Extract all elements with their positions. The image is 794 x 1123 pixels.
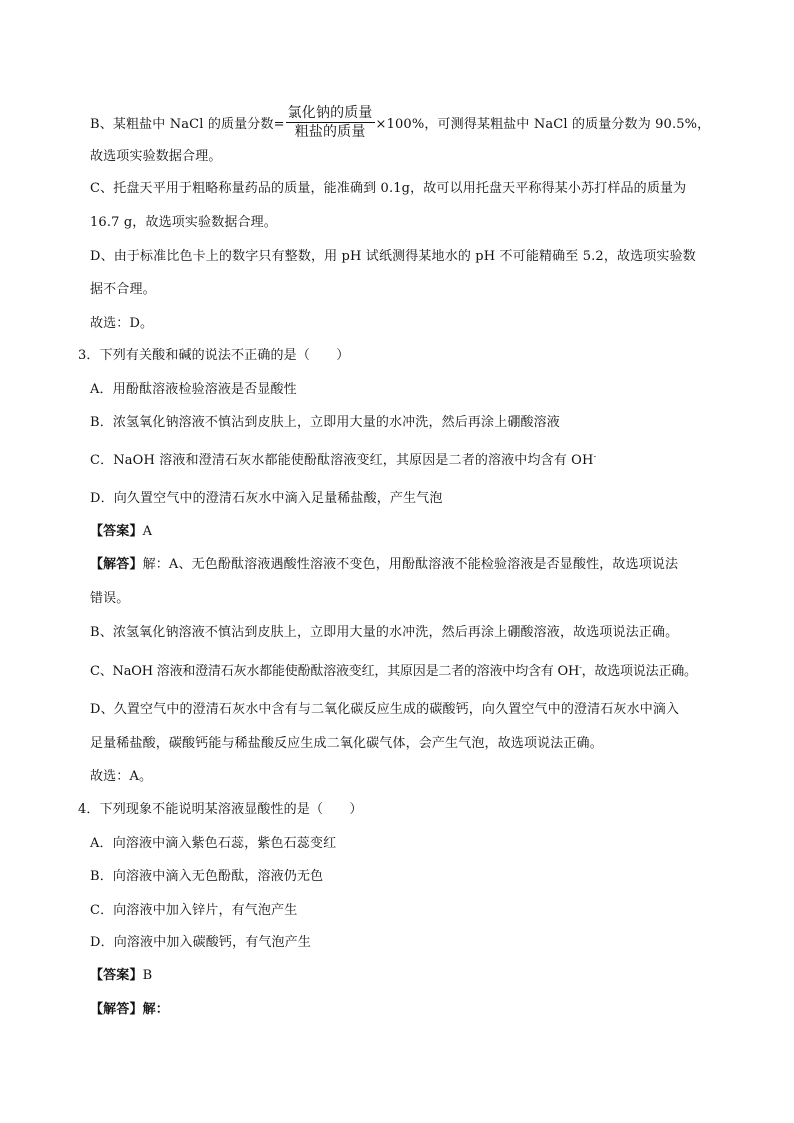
q3-option-d: D．向久置空气中的澄清石灰水中滴入足量稀盐酸，产生气泡 xyxy=(90,491,443,506)
q3-analysis-b: B、浓氢氧化钠溶液不慎沾到皮肤上，立即用大量的水冲洗，然后再涂上硼酸溶液，故选项说法正确。 xyxy=(90,625,679,640)
q3-option-c-text: C．NaOH 溶液和澄清石灰水都能使酚酞溶液变红，其原因是二者的溶液中均含有 OH xyxy=(90,453,594,468)
analysis-a-text: 解：A、无色酚酞溶液遇酸性溶液不变色，用酚酞溶液不能检验溶液是否显酸性，故选项说法 xyxy=(142,557,679,572)
answer-value: B xyxy=(142,968,153,983)
q4-option-d: D．向溶液中加入碳酸钙，有气泡产生 xyxy=(90,935,311,950)
q3-choice: 故选：A。 xyxy=(90,769,153,784)
q3-analysis-c xyxy=(90,663,697,681)
q4-option-b: B．向溶液中滴入无色酚酞，溶液仍无色 xyxy=(90,869,324,884)
q2-b-prefix: B、某粗盐中 NaCl 的质量分数= xyxy=(90,117,285,132)
q3-option-a: A．用酚酞溶液检验溶液是否显酸性 xyxy=(90,382,297,397)
answer-value: A xyxy=(142,524,153,539)
q2-analysis-b-line2: 故选项实验数据合理。 xyxy=(90,149,222,164)
answer-tag: 【答案】 xyxy=(90,524,143,539)
q3-stem: 3．下列有关酸和碱的说法不正确的是（ ） xyxy=(78,348,350,363)
mass-fraction-formula xyxy=(286,105,375,140)
fraction-denominator: 粗盐的质量 xyxy=(294,124,366,140)
q3-analysis-d-line2: 足量稀盐酸，碳酸钙能与稀盐酸反应生成二氧化碳气体，会产生气泡，故选项说法正确。 xyxy=(90,736,603,751)
q2-b-suffix: ×100%，可测得某粗盐中 NaCl 的质量分数为 90.5%， xyxy=(375,117,711,132)
q2-analysis-b-line1 xyxy=(90,107,710,142)
q3-analysis-a-line1 xyxy=(90,556,678,574)
analysis-tag: 【解答】 xyxy=(90,1002,143,1017)
q3-option-c xyxy=(90,452,596,470)
analysis-tag: 【解答】 xyxy=(90,557,143,572)
q2-choice: 故选：D。 xyxy=(90,316,154,331)
q2-analysis-d-line1: D、由于标准比色卡上的数字只有整数，用 pH 试纸测得某地水的 pH 不可能精确至 5.2，故选项实验数 xyxy=(90,249,696,264)
analysis-start: 解： xyxy=(142,1002,169,1017)
q4-option-a: A．向溶液中滴入紫色石蕊，紫色石蕊变红 xyxy=(90,836,337,851)
q4-analysis xyxy=(90,1001,169,1019)
q4-stem: 4．下列现象不能说明某溶液显酸性的是（ ） xyxy=(78,802,363,817)
q3-answer xyxy=(90,523,152,541)
q3-option-b: B．浓氢氧化钠溶液不慎沾到皮肤上，立即用大量的水冲洗，然后再涂上硼酸溶液 xyxy=(90,415,560,430)
q2-analysis-c-line1: C、托盘天平用于粗略称量药品的质量，能准确到 0.1g，故可以用托盘天平称得某小苏打样品的质量为 xyxy=(90,181,687,196)
q3-analysis-d-line1: D、久置空气中的澄清石灰水中含有与二氧化碳反应生成的碳酸钙，向久置空气中的澄清石灰水中滴入 xyxy=(90,702,680,717)
analysis-c-text: C、NaOH 溶液和澄清石灰水都能使酚酞溶液变红，其原因是二者的溶液中均含有 OH xyxy=(90,664,580,679)
q4-option-c: C．向溶液中加入锌片，有气泡产生 xyxy=(90,903,298,918)
fraction-numerator: 氯化钠的质量 xyxy=(287,105,373,121)
q3-analysis-a-line2: 错误。 xyxy=(90,591,130,606)
hydroxide-charge: - xyxy=(593,451,597,461)
answer-tag: 【答案】 xyxy=(90,968,143,983)
q2-analysis-c-line2: 16.7 g，故选项实验数据合理。 xyxy=(90,215,277,230)
analysis-c-tail: ，故选项说法正确。 xyxy=(581,664,697,679)
q2-analysis-d-line2: 据不合理。 xyxy=(90,282,156,297)
q4-answer xyxy=(90,967,152,985)
hydroxide-charge: - xyxy=(579,662,582,672)
